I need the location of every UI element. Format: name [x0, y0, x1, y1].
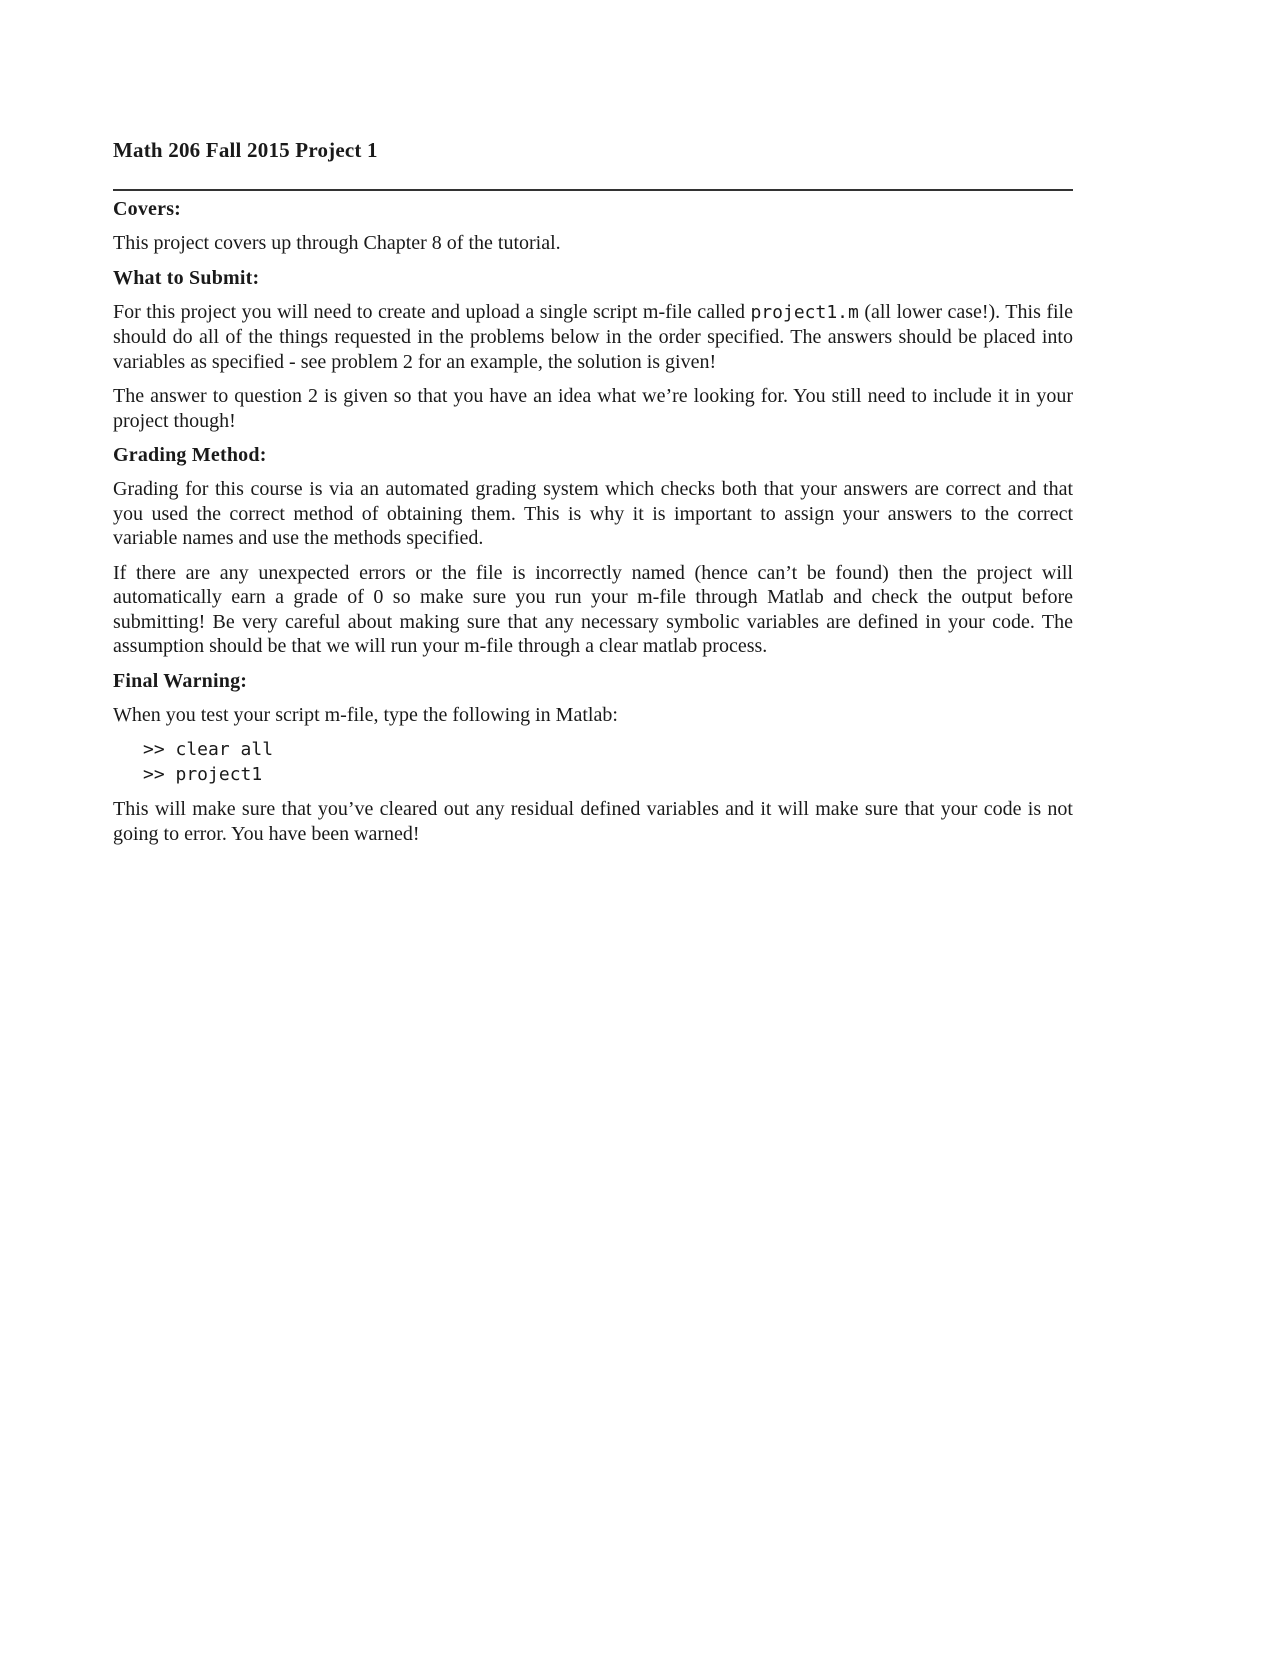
section-covers — [113, 197, 1073, 256]
code-line-clear-all: >> clear all — [143, 739, 274, 760]
code-line-project1: >> project1 — [143, 764, 263, 785]
section-heading-covers: Covers: — [113, 198, 182, 220]
section-heading-final-warning: Final Warning: — [113, 669, 248, 692]
submit-text-before-filename: For this project you will need to create and upload a single script m-file called — [113, 300, 751, 323]
matlab-command-block — [143, 737, 1073, 787]
document-page — [113, 136, 1073, 856]
warning-paragraph-1: When you test your script m-file, type the following in Matlab: — [113, 703, 618, 726]
section-what-to-submit — [113, 266, 1073, 434]
grading-paragraph-1: Grading for this course is via an automated grading system which checks both that your answers are correct and that you used the correct method of obtaining them. This is why it is important to assign your answers to the correct variable names and use the methods specified. — [113, 478, 1073, 549]
grading-paragraph-2: If there are any unexpected errors or the file is incorrectly named (hence can’t be found) then the project will automatically earn a grade of 0 so make sure you run your m-file through Matlab and check the output before submitting! Be very careful about making sure that any necessary symbolic variables are defined in your code. The assumption should be that we will run your m-file through a clear matlab process. — [113, 561, 1073, 657]
submit-paragraph-1 — [113, 300, 1073, 375]
section-heading-what-to-submit: What to Submit: — [113, 266, 260, 289]
title-divider — [113, 189, 1073, 191]
warning-paragraph-2: This will make sure that you’ve cleared out any residual defined variables and it will make sure that your code is not going to error. You have been warned! — [113, 798, 1073, 845]
submit-text-after-filename: (all lower case!). This file should do all of the things requested in the problems below in the order specified. The answers should be placed into variables as specified - see problem 2 for an example, the solution is given! — [113, 300, 1073, 373]
section-heading-grading-method: Grading Method: — [113, 444, 267, 466]
document-title: Math 206 Fall 2015 Project 1 — [113, 138, 378, 162]
covers-paragraph: This project covers up through Chapter 8 of the tutorial. — [113, 232, 561, 254]
submit-paragraph-2: The answer to question 2 is given so that you have an idea what we’re looking for. You still need to include it in your project though! — [113, 385, 1073, 432]
section-final-warning — [113, 669, 1073, 847]
filename-code: project1.m — [750, 301, 859, 323]
section-grading-method — [113, 443, 1073, 659]
